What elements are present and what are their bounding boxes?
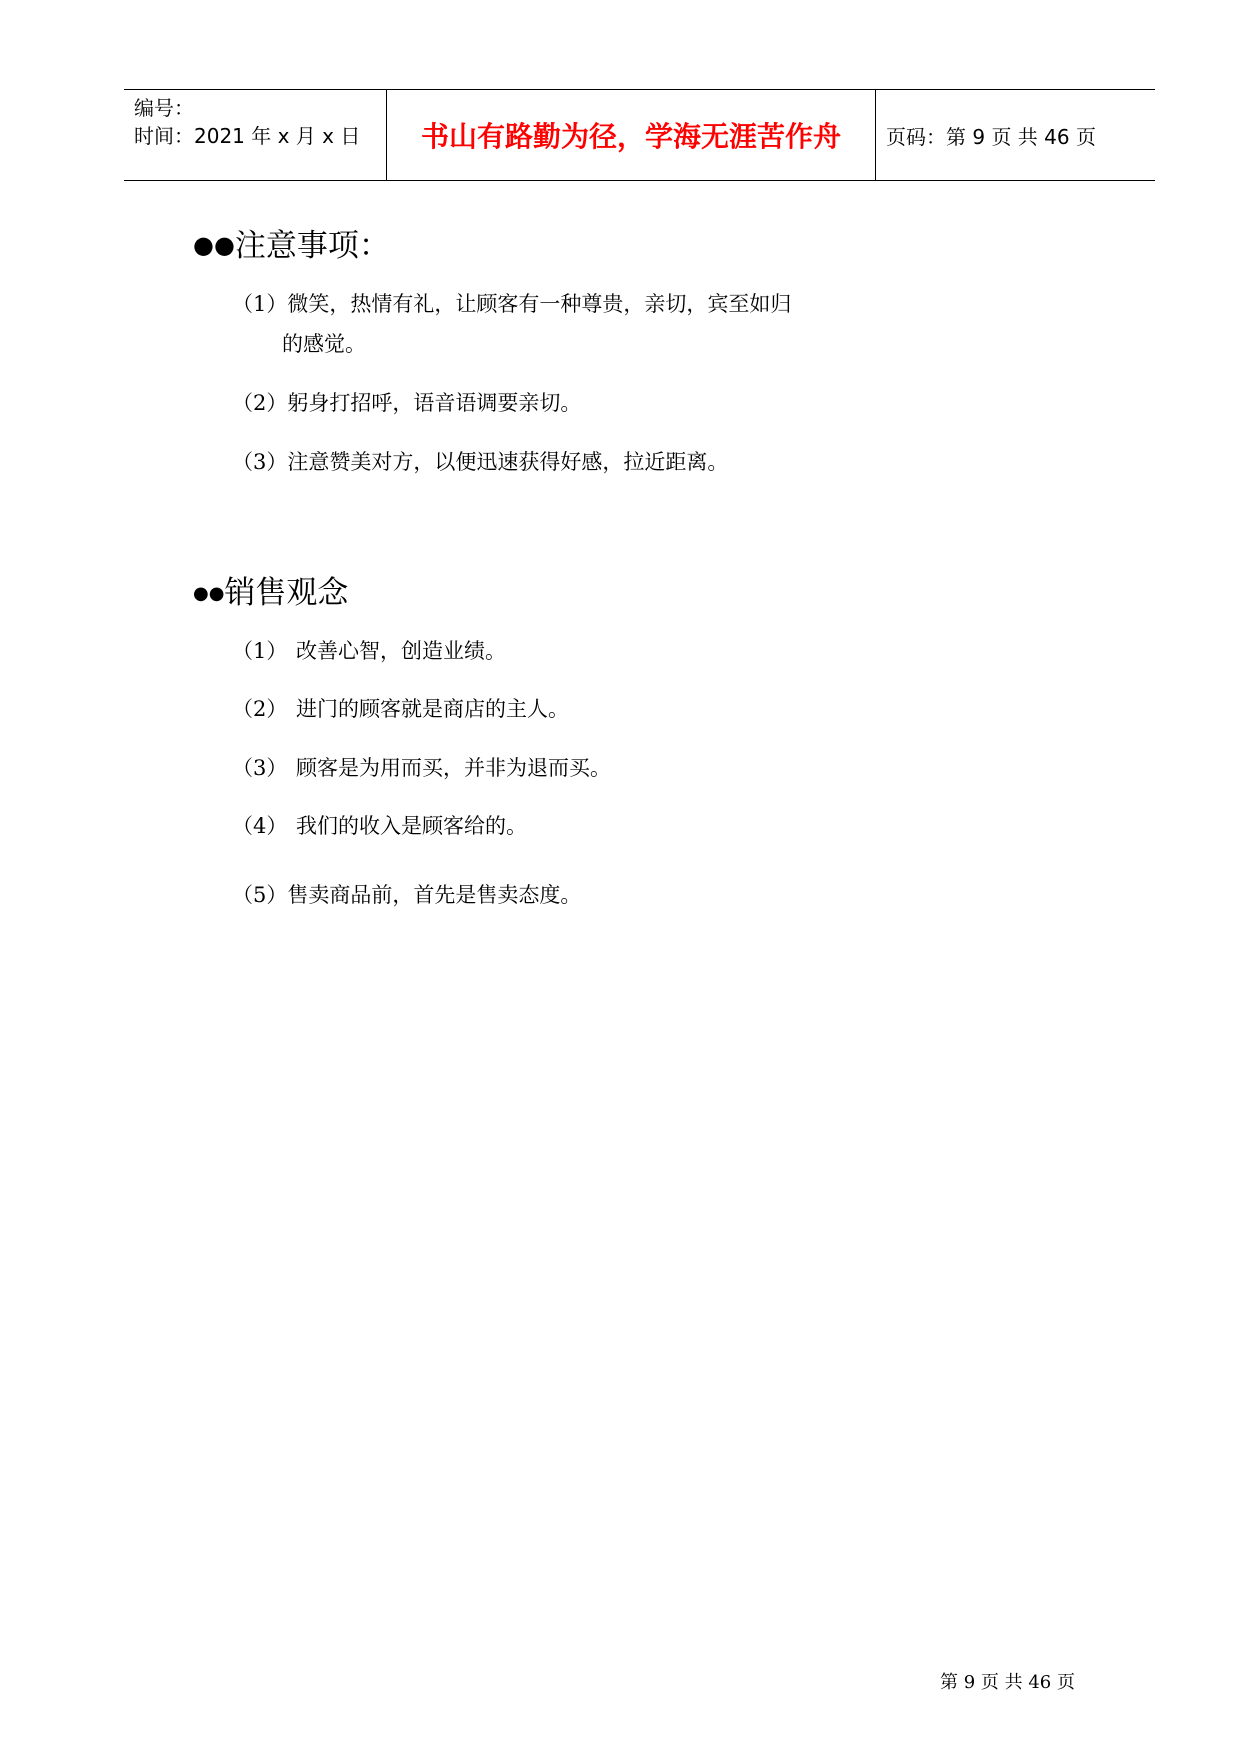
motto: 书山有路勤为径，学海无涯苦作舟 — [420, 120, 841, 153]
list-item — [232, 387, 581, 417]
list-item — [232, 879, 581, 909]
list-item — [232, 810, 527, 840]
header-table — [124, 89, 1155, 181]
page-label: 页码：第 9 页 共 46 页 — [886, 124, 1096, 149]
item-number: （2） — [232, 697, 288, 721]
time-label: 时间：2021 年 x 月 x 日 — [134, 124, 361, 148]
item-text: 顾客是为用而买，并非为退而买。 — [296, 756, 611, 780]
list-item — [232, 693, 569, 723]
item-number: （2） — [232, 391, 288, 415]
item-text: 注意赞美对方，以便迅速获得好感，拉近距离。 — [287, 450, 729, 474]
item-text: 躬身打招呼，语音语调要亲切。 — [287, 391, 582, 415]
item-text: 微笑，热情有礼，让顾客有一种尊贵，亲切，宾至如归 — [287, 292, 792, 316]
item-number: （1） — [232, 639, 288, 663]
item-text: 我们的收入是顾客给的。 — [296, 814, 527, 838]
section-title: 注意事项： — [234, 228, 390, 264]
bullet-icon: ●● — [193, 231, 235, 259]
section-title: 销售观念 — [224, 575, 349, 611]
section-heading-sales — [193, 567, 348, 612]
item-number: （3） — [232, 756, 288, 780]
section-heading-notes — [193, 220, 390, 265]
bullet-icon: ●● — [193, 583, 225, 604]
code-label: 编号： — [134, 96, 194, 120]
header-motto-cell — [386, 90, 876, 180]
list-item — [232, 446, 728, 476]
item-text: 进门的顾客就是商店的主人。 — [296, 697, 569, 721]
item-number: （3） — [232, 450, 288, 474]
header-page-cell — [876, 90, 1155, 180]
item-text: 售卖商品前，首先是售卖态度。 — [287, 883, 582, 907]
list-item — [232, 288, 791, 318]
page-footer: 第 9 页 共 46 页 — [940, 1672, 1075, 1693]
list-item — [232, 752, 611, 782]
list-item-continuation: 的感觉。 — [282, 332, 366, 356]
item-text: 改善心智，创造业绩。 — [296, 639, 506, 663]
item-number: （1） — [232, 292, 288, 316]
item-number: （4） — [232, 814, 288, 838]
header-info-cell — [124, 90, 386, 180]
list-item — [232, 635, 506, 665]
item-number: （5） — [232, 883, 288, 907]
